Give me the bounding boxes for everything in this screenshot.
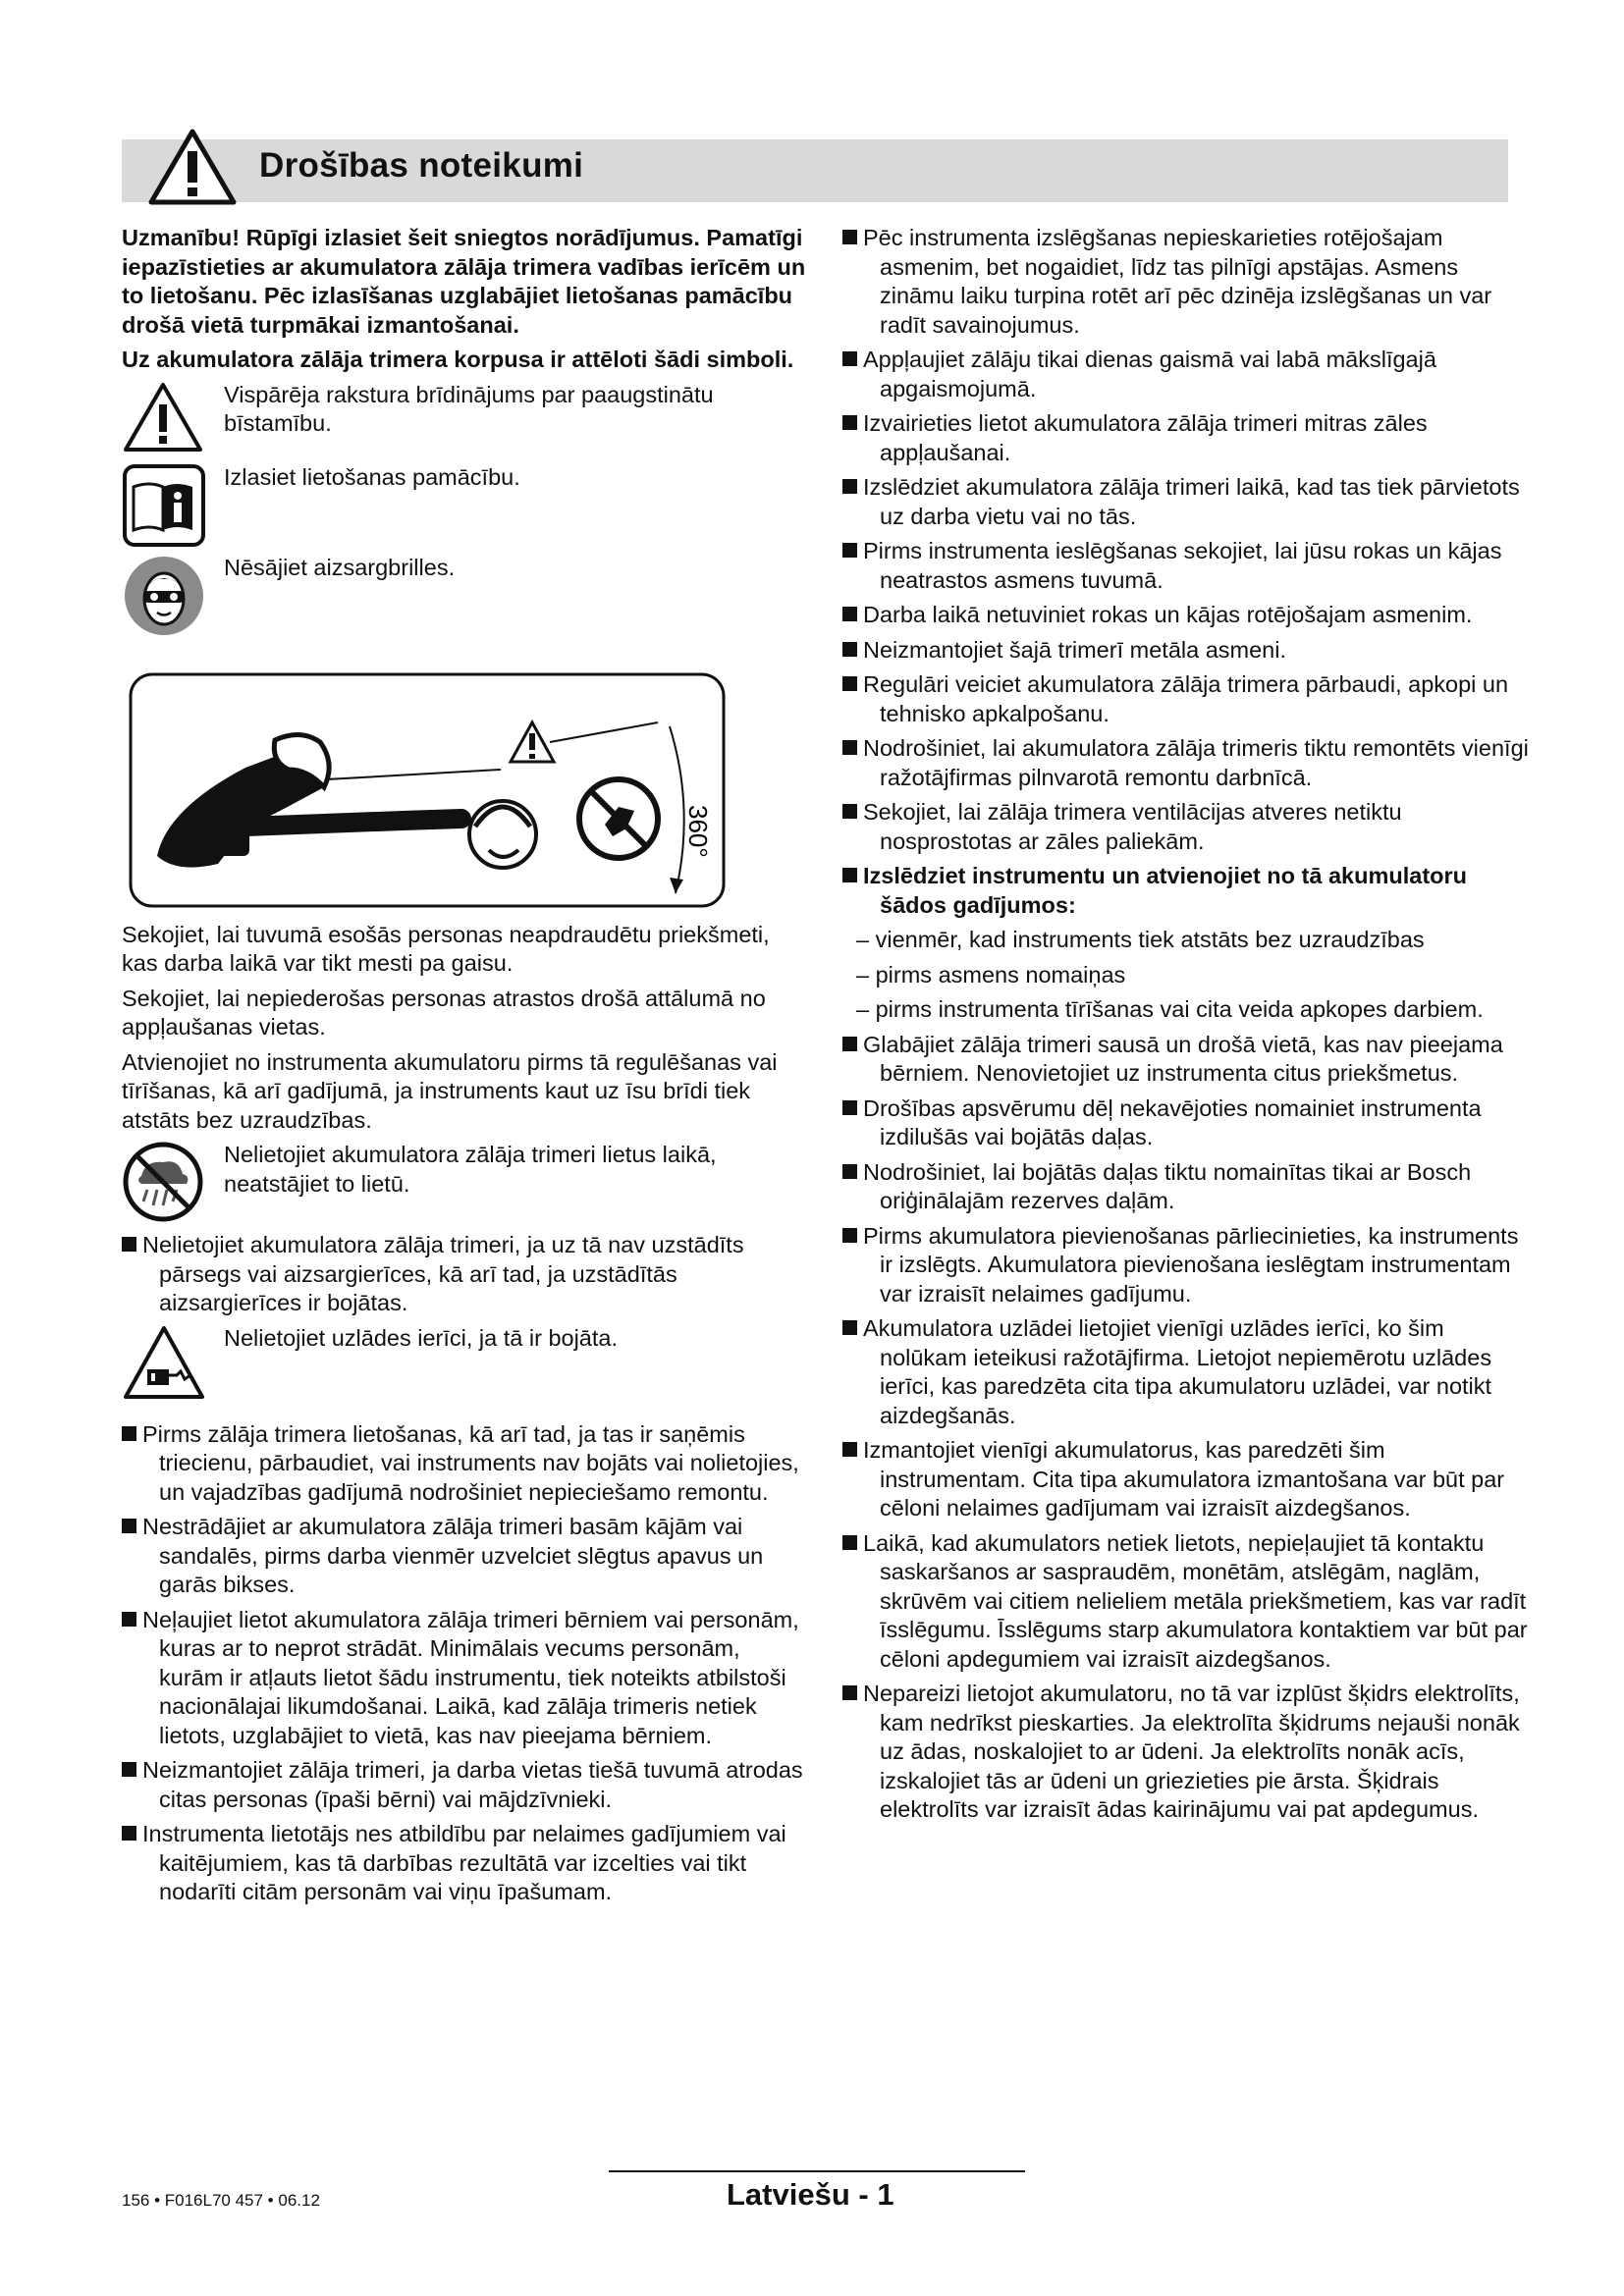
bullet-item: Regulāri veiciet akumulatora zālāja trimera pārbaudi, apkopi un tehnisko apkalpošanu.: [842, 670, 1534, 728]
left-column: [122, 224, 809, 1913]
intro-warning: Uzmanību! Rūpīgi izlasiet šeit sniegtos norādījumus. Pamatīgi iepazīstieties ar akumulatora zālāja trimera vadības ierīcēm un to lietošanu. Pēc izlasīšanas uzglabājiet lietošanas pamācību drošā vietā turpmākai izmantošanai.: [122, 225, 806, 338]
bullet-item: Drošības apsvērumu dēļ nekavējoties nomainiet instrumenta izdilušās vai bojātās daļas.: [842, 1095, 1534, 1152]
symbol-general-warning: [122, 381, 809, 457]
bullet-item: Akumulatora uzlādei lietojiet vienīgi uzlādes ierīci, ko šim nolūkam ieteikusi ražotājfirma. Lietojot nepiemērotu uzlādes ierīci, kas paredzēta cita tipa akumulatoru uzlādei, var notikt aizdegšanās.: [842, 1314, 1534, 1430]
bullet-item: Nepareizi lietojot akumulatoru, no tā var izplūst šķidrs elektrolīts, kam nedrīkst pieskarties. Ja elektrolīta šķidrums nejauši nonāk uz ādas, noskalojiet to ar ūdeni. Ja elektrolīts nonāk acīs, izskalojiet tās ar ūdeni un griezieties pie ārsta. Šķidrais elektrolīts var izraisīt ādas kairinājumu vai pat apdegumus.: [842, 1680, 1534, 1825]
symbol-text: Izlasiet lietošanas pamācību.: [224, 463, 520, 490]
symbol-damaged-charger: [122, 1324, 809, 1415]
bold-bullet-item: Izslēdziet instrumentu un atvienojiet no tā akumulatoru šādos gadījumos:: [842, 862, 1534, 920]
paragraph: Atvienojiet no instrumenta akumulatoru pirms tā regulēšanas vai tīrīšanas, kā arī gadījumā, ja instruments kaut uz īsu brīdi tiek atstāts bez uzraudzības.: [122, 1048, 778, 1133]
bullet-item: Pirms zālāja trimera lietošanas, kā arī tad, ja tas ir saņēmis triecienu, pārbaudiet, vai instruments nav bojāts vai nolietojies, un vajadzības gadījumā nodrošiniet nepieciešamo remontu.: [122, 1420, 809, 1508]
bullet-item: Neizmantojiet šajā trimerī metāla asmeni.: [842, 636, 1534, 666]
bullet-item: Pēc instrumenta izslēgšanas nepieskarieties rotējošajam asmenim, bet nogaidiet, līdz tas pilnīgi apstājas. Asmens zināmu laiku turpina rotēt arī pēc dzinēja izslēgšanas un var radīt savainojumus.: [842, 224, 1534, 340]
bullet-item: Nestrādājiet ar akumulatora zālāja trimeri basām kājām vai sandalēs, pirms darba vienmēr uzvelciet slēgtus apavus un garās bikses.: [122, 1513, 809, 1600]
right-column: [842, 224, 1534, 1831]
dash-item: – pirms instrumenta tīrīšanas vai cita veida apkopes darbiem.: [856, 996, 1484, 1022]
safety-goggles-icon: [122, 554, 206, 638]
bullet-item: Neļaujiet lietot akumulatora zālāja trimeri bērniem vai personām, kuras ar to neprot strādāt. Minimālais vecums personām, kurām ir atļauts lietot šādu instrumentu, tiek noteikts atbilstoši nacionālajai likumdošanai. Laikā, kad zālāja trimeris netiek lietots, uzglabājiet to vietā, kas nav pieejama bērniem.: [122, 1606, 809, 1751]
bullet-item: Appļaujiet zālāju tikai dienas gaismā vai labā mākslīgajā apgaismojumā.: [842, 346, 1534, 403]
symbol-text: Nelietojiet uzlādes ierīci, ja tā ir bojāta.: [224, 1324, 619, 1351]
footer-language-page: Latviešu - 1: [727, 2177, 894, 2212]
bullet-item: Nodrošiniet, lai bojātās daļas tiktu nomainītas tikai ar Bosch oriģinālajām rezerves daļām.: [842, 1158, 1534, 1216]
symbol-read-manual: [122, 463, 809, 548]
bullet-item: Izvairieties lietot akumulatora zālāja trimeri mitras zāles appļaušanai.: [842, 409, 1534, 467]
footer-divider: [609, 2170, 1025, 2172]
no-rain-icon: [122, 1141, 204, 1223]
warning-triangle-icon: [147, 126, 238, 206]
symbol-text: Vispārēja rakstura brīdinājums par paaugstinātu bīstamību.: [224, 381, 714, 436]
symbol-text: Nelietojiet akumulatora zālāja trimeri lietus laikā, neatstājiet to lietū.: [224, 1142, 717, 1197]
damaged-charger-warning-icon: [122, 1324, 206, 1401]
footer-document-code: 156 • F016L70 457 • 06.12: [122, 2191, 320, 2210]
read-manual-icon: [122, 463, 206, 548]
warning-triangle-icon: [122, 381, 204, 454]
trimmer-operation-diagram: [128, 671, 729, 911]
page-title: Drošības noteikumi: [259, 146, 584, 185]
bullet-item: Laikā, kad akumulators netiek lietots, nepieļaujiet tā kontaktu saskaršanos ar saspraudēm, monētām, atslēgām, naglām, skrūvēm vai citiem nelieliem metāla priekšmetiem, kas var radīt īsslēgumu. Īsslēgums starp akumulatora kontaktiem var būt par cēloni apdegumiem vai izraisīt aizdegšanos.: [842, 1529, 1534, 1675]
bullet-item: Nodrošiniet, lai akumulatora zālāja trimeris tiktu remontēts vienīgi ražotājfirmas pilnvarotā remontu darbnīcā.: [842, 734, 1534, 792]
paragraph: Sekojiet, lai nepiederošas personas atrastos drošā attālumā no appļaušanas vietas.: [122, 985, 766, 1040]
paragraph: Sekojiet, lai tuvumā esošās personas neapdraudētu priekšmeti, kas darba laikā var tikt mesti pa gaisu.: [122, 921, 770, 976]
bullet-item: Sekojiet, lai zālāja trimera ventilācijas atveres netiktu nosprostotas ar zāles paliekām.: [842, 798, 1534, 856]
bullet-item: Pirms akumulatora pievienošanas pārliecinieties, ka instruments ir izslēgts. Akumulatora pievienošana ieslēgtam instrumentam var izraisīt nelaimes gadījumu.: [842, 1222, 1534, 1309]
symbols-heading: Uz akumulatora zālāja trimera korpusa ir attēloti šādi simboli.: [122, 347, 794, 372]
bullet-item: Glabājiet zālāja trimeri sausā un drošā vietā, kas nav pieejama bērniem. Nenovietojiet uz instrumenta citus priekšmetus.: [842, 1031, 1534, 1089]
bullet-item: Izmantojiet vienīgi akumulatorus, kas paredzēti šim instrumentam. Cita tipa akumulatora izmantošana var būt par cēloni nelaimes gadījumam vai izraisīt aizdegšanos.: [842, 1436, 1534, 1523]
symbol-goggles: [122, 554, 809, 658]
bullet-item: Pirms instrumenta ieslēgšanas sekojiet, lai jūsu rokas un kājas neatrastos asmens tuvumā.: [842, 537, 1534, 595]
bullet-item: Instrumenta lietotājs nes atbildību par nelaimes gadījumiem vai kaitējumiem, kas tā darbības rezultātā var izcelties vai tikt nodarīti citām personām vai viņu īpašumam.: [122, 1820, 809, 1907]
symbol-text: Nēsājiet aizsargbrilles.: [224, 554, 456, 580]
trimmer-danger-illustration: [128, 671, 729, 911]
dash-item: – vienmēr, kad instruments tiek atstāts bez uzraudzības: [856, 927, 1425, 952]
bullet-item: Neizmantojiet zālāja trimeri, ja darba vietas tiešā tuvumā atrodas citas personas (īpaši bērni) vai mājdzīvnieki.: [122, 1756, 809, 1814]
rotation-angle-label: 360°: [683, 804, 713, 858]
bullet-item: Izslēdziet akumulatora zālāja trimeri laikā, kad tas tiek pārvietots uz darba vietu vai no tās.: [842, 473, 1534, 531]
symbol-no-rain: [122, 1141, 809, 1225]
bullet-item: Nelietojiet akumulatora zālāja trimeri, ja uz tā nav uzstādīts pārsegs vai aizsargierīces, kā arī tad, ja uzstādītās aizsargierīces ir bojātas.: [122, 1231, 809, 1318]
bullet-item: Darba laikā netuviniet rokas un kājas rotējošajam asmenim.: [842, 601, 1534, 630]
dash-item: – pirms asmens nomaiņas: [856, 961, 1126, 988]
